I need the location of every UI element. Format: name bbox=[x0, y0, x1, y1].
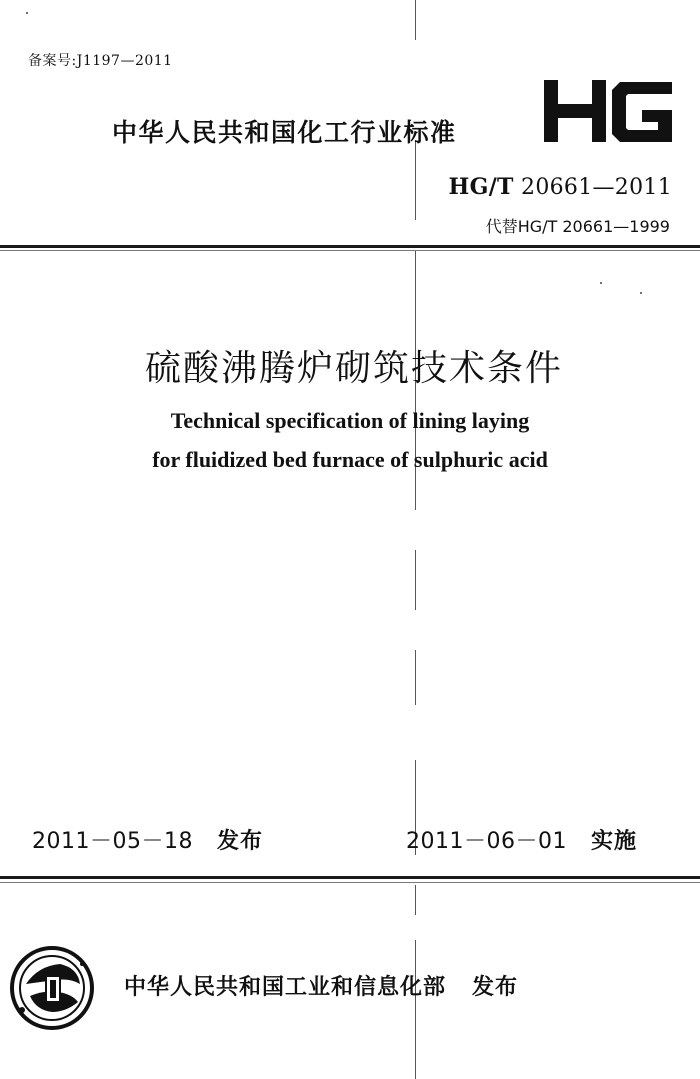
scan-speck bbox=[600, 282, 602, 284]
replaces-standard: 代替HG/T 20661—1999 bbox=[485, 217, 670, 236]
hg-logo bbox=[542, 78, 676, 144]
issuer-name: 中华人民共和国工业和信息化部 bbox=[124, 975, 447, 1000]
implement-date-line bbox=[406, 824, 637, 855]
footer-rule bbox=[0, 876, 700, 879]
scan-fold-line bbox=[415, 140, 416, 220]
document-title-english-line1: Technical specification of lining laying bbox=[170, 408, 530, 433]
standard-code bbox=[449, 174, 672, 200]
scan-fold-line bbox=[415, 885, 416, 915]
scan-fold-line bbox=[415, 550, 416, 610]
scan-fold-line bbox=[415, 650, 416, 705]
issuer-label: 发布 bbox=[472, 975, 519, 1000]
document-title-chinese: 硫酸沸腾炉砌筑技术条件 bbox=[144, 348, 563, 389]
record-number: 备案号:J1197—2011 bbox=[28, 53, 173, 69]
implement-date: 2011－06－01 bbox=[406, 829, 567, 854]
scan-fold-line bbox=[415, 940, 416, 1079]
standard-code-prefix: HG/T bbox=[448, 174, 514, 200]
implement-label: 实施 bbox=[590, 829, 637, 854]
issue-date-line bbox=[32, 824, 263, 855]
header-rule-thin bbox=[0, 250, 700, 251]
issuer-line bbox=[124, 970, 518, 1001]
header-rule bbox=[0, 245, 700, 248]
scan-speck bbox=[26, 12, 28, 14]
issue-date: 2011－05－18 bbox=[32, 829, 193, 854]
scan-speck bbox=[640, 292, 642, 294]
standard-category-title: 中华人民共和国化工行业标准 bbox=[112, 118, 457, 147]
footer-rule-thin bbox=[0, 882, 700, 883]
issue-label: 发布 bbox=[216, 829, 263, 854]
ministry-emblem bbox=[8, 944, 96, 1032]
scan-fold-line bbox=[415, 0, 416, 40]
standard-code-number: 20661—2011 bbox=[521, 175, 672, 200]
document-title-english-line2: for fluidized bed furnace of sulphuric acid bbox=[152, 447, 548, 472]
